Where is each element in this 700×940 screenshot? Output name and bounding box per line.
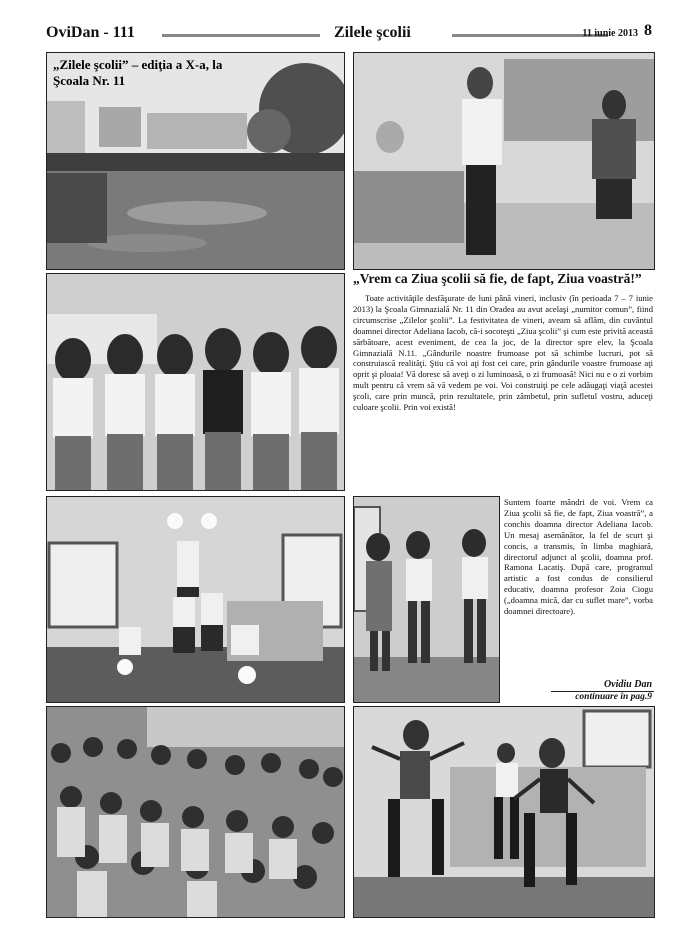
cheerleaders-performing-icon xyxy=(47,497,344,702)
article-byline: Ovidiu Dan xyxy=(603,679,652,690)
three-girls-singing-icon xyxy=(354,497,499,702)
publication-title: OviDan - 111 xyxy=(46,24,135,41)
photo-schoolyard-crowd xyxy=(46,52,345,270)
photo-girls-dancing xyxy=(353,706,655,918)
photo-three-girls xyxy=(353,496,500,703)
photo-girls-singing xyxy=(46,273,345,491)
article-headline: „Vrem ca Ziua şcolii să fie, de fapt, Ziua voastră!” xyxy=(353,271,642,286)
continued-note: continuare în pag.9 xyxy=(575,692,652,702)
photo-students-audience xyxy=(46,706,345,918)
students-audience-icon xyxy=(47,707,344,917)
photo-speaker xyxy=(353,52,655,270)
page-header xyxy=(46,22,652,46)
girls-dancing-icon xyxy=(354,707,654,917)
article-paragraph-2: Suntem foarte mândri de voi. Vrem ca Ziua şcolii să fie, de fapt, Ziua voastră”, a conchis doamna director Adeliana Iacob. Un mesaj asemănător, la fel de scurt şi concis, a transmis, în limba maghiară, directorul adjunct al şcolii, doamna prof. Ramona Lacatiş. După care, programul artistic a fost condus de consilierul educativ, doamna profesor Zoia Ciogu („doamna mică, dar cu suflet mare”, vorba doamnei directoare). xyxy=(504,497,653,617)
header-rule-left xyxy=(162,34,320,37)
article-paragraph-1: Toate activităţile desfăşurate de luni până vineri, inclusiv (în perioada 7 – 7 iunie 2013) la Şcoala Gimnazială Nr. 11 din Oradea au avut acelaşi „numitor comun”, fiind circumscrise „Zilelor şcolii”. La festivitatea de vineri, aveam să aflăm, din cuvântul doamnei director Adeliana Iacob, că-i socoteşti „Ziua şcolii” şi cum este privită această sărbătoare, acest eveniment, de cea la joc, de la director spre elev, la Şcoala Gimnazială N.11. „Gândurile noastre frumoase pot să schimbe lucruri, pot să construiască realităţi. Ştiu că voi aţi fost cei care, prin gândurile voastre frumoase aţi oprit şi ploaia! Vă doresc să aveţi o zi luminoasă, o zi frumoasă! Nici nu e o zi vorbim mult pentru că vrem să vă vedem pe voi. Voi construiţi pe cele adăugaţi viaţă acestei şcoli, care prin muncă, prin rezultatele, prin zâmbetul, prin sufletul vostru, aduceţi culoare şcolii. Prin voi există! xyxy=(353,293,653,413)
page-number: 8 xyxy=(644,22,652,39)
speaker-with-microphone-icon xyxy=(354,53,654,269)
photo1-caption: „Zilele şcolii” – ediţia a X-a, la Şcoala Nr. 11 xyxy=(53,57,223,88)
issue-date: 11 iunie 2013 xyxy=(582,28,638,39)
section-title: Zilele şcolii xyxy=(334,24,411,41)
photo-cheerleaders xyxy=(46,496,345,703)
girls-singing-icon xyxy=(47,274,344,490)
